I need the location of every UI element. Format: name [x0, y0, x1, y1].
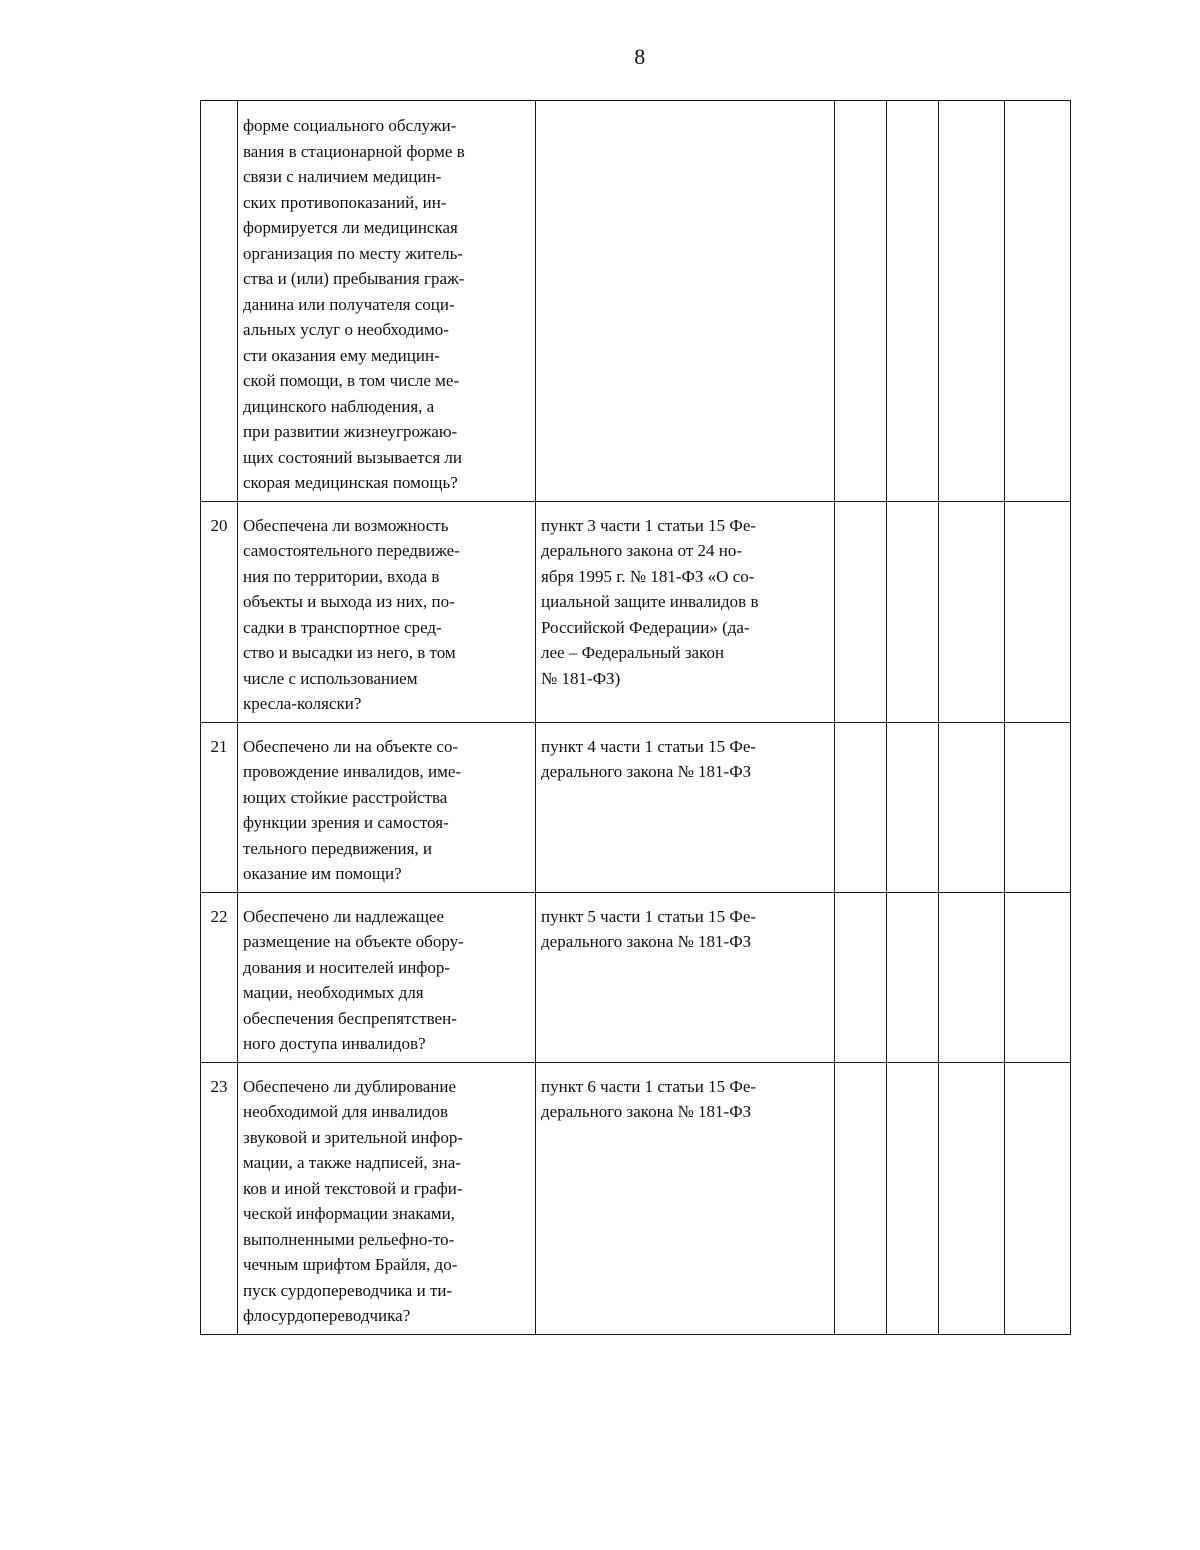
table-row	[201, 722, 1071, 892]
checklist-table	[200, 100, 1071, 1335]
table-row	[201, 501, 1071, 722]
legal-basis-text: пункт 4 части 1 статьи 15 Фе- дерального закона № 181-ФЗ	[541, 736, 757, 781]
answer-yes-cell[interactable]	[835, 501, 887, 722]
table-row	[201, 892, 1071, 1062]
answer-no-cell[interactable]	[887, 892, 939, 1062]
question-text: Обеспечено ли дублирование необходимой для инвалидов звуковой и зрительной инфор- мации, а также надписей, зна- ков и иной текстовой и графи- ческой информации знаками, выполненными рельефно-то- чечным шрифтом Брайля, до- пуск сурдопереводчика и ти- флосурдопереводчика?	[243, 1076, 464, 1325]
answer-na-cell[interactable]	[939, 501, 1005, 722]
answer-na-cell[interactable]	[939, 892, 1005, 1062]
question-cell	[238, 101, 536, 502]
notes-cell[interactable]	[1005, 501, 1071, 722]
answer-yes-cell[interactable]	[835, 101, 887, 502]
table-row	[201, 101, 1071, 502]
notes-cell[interactable]	[1005, 1062, 1071, 1334]
legal-basis-cell	[536, 501, 835, 722]
notes-cell[interactable]	[1005, 892, 1071, 1062]
page-number: 8	[634, 44, 646, 69]
question-text: Обеспечено ли на объекте со- провождение инвалидов, име- ющих стойкие расстройства функции зрения и самостоя- тельного передвижения, и оказание им помощи?	[243, 736, 462, 883]
answer-yes-cell[interactable]	[835, 892, 887, 1062]
answer-no-cell[interactable]	[887, 1062, 939, 1334]
question-cell	[238, 892, 536, 1062]
question-text: Обеспечена ли возможность самостоятельного передвиже- ния по территории, входа в объекты и выхода из них, по- садки в транспортное сред- ство и высадки из него, в том числе с использованием кресла-коляски?	[243, 515, 460, 713]
legal-basis-cell	[536, 101, 835, 502]
legal-basis-text: пункт 5 части 1 статьи 15 Фе- дерального закона № 181-ФЗ	[541, 906, 757, 951]
legal-basis-cell	[536, 892, 835, 1062]
answer-yes-cell[interactable]	[835, 1062, 887, 1334]
question-cell	[238, 1062, 536, 1334]
row-number: 22	[201, 892, 238, 1062]
table-row	[201, 1062, 1071, 1334]
answer-na-cell[interactable]	[939, 101, 1005, 502]
question-cell	[238, 722, 536, 892]
answer-no-cell[interactable]	[887, 501, 939, 722]
question-text: Обеспечено ли надлежащее размещение на объекте обору- дования и носителей инфор- мации, необходимых для обеспечения беспрепятствен- ного доступа инвалидов?	[243, 906, 464, 1053]
answer-na-cell[interactable]	[939, 722, 1005, 892]
answer-no-cell[interactable]	[887, 722, 939, 892]
legal-basis-cell	[536, 722, 835, 892]
row-number: 21	[201, 722, 238, 892]
legal-basis-cell	[536, 1062, 835, 1334]
row-number: 23	[201, 1062, 238, 1334]
question-text: форме социального обслужи- вания в стационарной форме в связи с наличием медицин- ских противопоказаний, ин- формируется ли медицинская организация по месту житель- ства и (или) пребывания граж- данина или получателя соци- альных услуг о необходимо- сти оказания ему медицин- ской помощи, в том числе ме- дицинского наблюдения, а при развитии жизнеугрожаю- щих состояний вызывается ли скорая медицинская помощь?	[243, 116, 465, 492]
answer-na-cell[interactable]	[939, 1062, 1005, 1334]
notes-cell[interactable]	[1005, 722, 1071, 892]
notes-cell[interactable]	[1005, 101, 1071, 502]
answer-yes-cell[interactable]	[835, 722, 887, 892]
legal-basis-text: пункт 3 части 1 статьи 15 Фе- дерального закона от 24 но- ября 1995 г. № 181-ФЗ «О со- циальной защите инвалидов в Российской Федерации» (да- лее – Федеральный закон № 181-ФЗ)	[541, 515, 759, 688]
question-cell	[238, 501, 536, 722]
row-number	[201, 101, 238, 502]
row-number: 20	[201, 501, 238, 722]
answer-no-cell[interactable]	[887, 101, 939, 502]
legal-basis-text: пункт 6 части 1 статьи 15 Фе- дерального закона № 181-ФЗ	[541, 1076, 757, 1121]
